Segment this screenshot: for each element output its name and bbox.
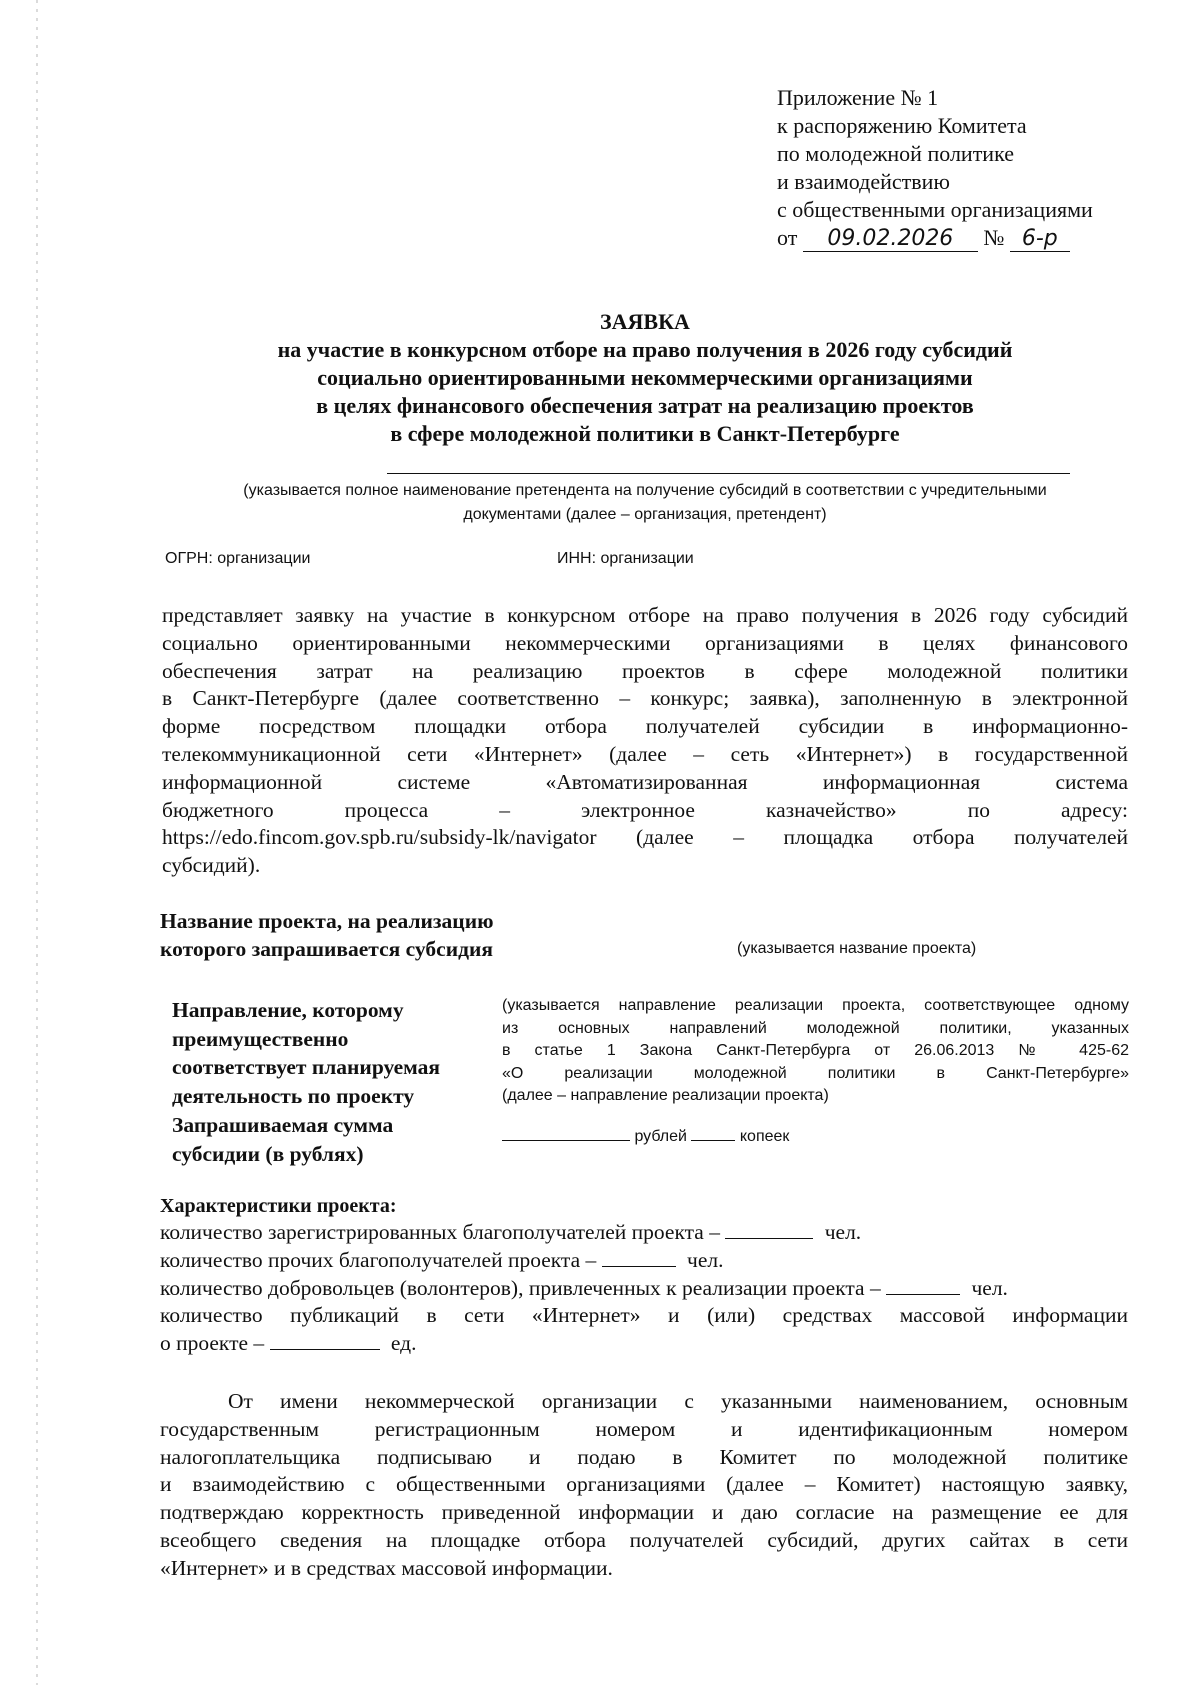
publications-row — [160, 1330, 1128, 1358]
direction-label — [172, 996, 440, 1110]
header-line: и взаимодействию — [777, 169, 950, 194]
header-date-line — [777, 224, 1093, 252]
title-line: социально ориентированными некоммерческими организациями — [317, 365, 973, 390]
direction-hint-line: (далее – направление реализации проекта) — [502, 1087, 829, 1105]
rubles-blank[interactable] — [502, 1139, 630, 1141]
amount-field — [502, 1128, 789, 1146]
unit-label: ед. — [390, 1331, 417, 1356]
handwritten-date: 09.02.2026 — [803, 227, 978, 252]
unit-label: чел. — [971, 1275, 1008, 1300]
kopecks-label: копеек — [739, 1128, 790, 1145]
paragraph-line: бюджетного процесса – электронное казначейство» по адресу: — [162, 797, 1128, 822]
registered-beneficiaries-label: количество зарегистрированных благополучателей проекта – — [160, 1220, 720, 1244]
applicant-note-line: документами (далее – организация, претендент) — [463, 506, 827, 523]
paragraph-line: телекоммуникационной сети «Интернет» (далее – сеть «Интернет») в государственной — [162, 741, 1128, 766]
paragraph-line: форме посредством площадки отбора получателей субсидии в информационно- — [162, 714, 1128, 739]
paragraph-line: социально ориентированными некоммерческими организациями в целях финансового — [162, 630, 1128, 655]
paragraph-line: «Интернет» и в средствах массовой информации. — [160, 1555, 613, 1580]
amount-label — [172, 1111, 393, 1168]
inn-field: ИНН: организации — [557, 550, 694, 567]
volunteers-row — [160, 1275, 1128, 1303]
direction-hint-line: (указывается направление реализации проекта, соответствующее одному — [502, 997, 1129, 1014]
header-line: по молодежной политике — [777, 141, 1014, 166]
paragraph-line: государственным регистрационным номером и идентификационным номером — [160, 1416, 1128, 1441]
direction-label-line: преимущественно — [172, 1026, 349, 1051]
unit-label: чел. — [687, 1247, 724, 1272]
applicant-name-line — [387, 473, 1070, 474]
volunteers-label: количество добровольцев (волонтеров), привлеченных к реализации проекта – — [160, 1275, 881, 1300]
paragraph-line: подтверждаю корректность приведенной информации и даю согласие на размещение ее для — [160, 1500, 1128, 1525]
amount-label-line: Запрашиваемая сумма — [172, 1113, 394, 1137]
header-line: с общественными организациями — [777, 197, 1093, 222]
intro-paragraph — [162, 602, 1128, 880]
characteristics-heading: Характеристики проекта: — [160, 1195, 397, 1217]
direction-hint — [502, 995, 1129, 1108]
direction-label-line: соответствует планируемая — [172, 1055, 441, 1079]
unit-label: чел. — [824, 1220, 862, 1244]
handwritten-number: 6-р — [1010, 227, 1070, 252]
other-beneficiaries-blank[interactable] — [602, 1265, 676, 1267]
publications-label: о проекте – — [160, 1331, 265, 1356]
paragraph-line: От имени некоммерческой организации с указанными наименованием, основным — [228, 1389, 1128, 1413]
scan-edge-artifact — [36, 0, 38, 1685]
other-beneficiaries-label: количество прочих благополучателей проекта – — [160, 1247, 597, 1272]
paragraph-line: налогоплательщика подписываю и подаю в Комитет по молодежной политике — [160, 1444, 1128, 1469]
project-name-label-line: Название проекта, на реализацию — [160, 909, 494, 933]
paragraph-line: всеобщего сведения на площадке отбора получателей субсидий, других сайтах в сети — [160, 1527, 1128, 1552]
date-prefix: от — [777, 225, 798, 250]
paragraph-line: в Санкт-Петербурге (далее соответственно – конкурс; заявка), заполненную в электронной — [162, 686, 1128, 711]
paragraph-line: и взаимодействию с общественными организациями (далее – Комитет) настоящую заявку, — [160, 1472, 1128, 1497]
paragraph-line: https://edo.fincom.gov.spb.ru/subsidy-lk/navigator (далее – площадка отбора получателей — [162, 825, 1128, 850]
title-heading: ЗАЯВКА — [600, 309, 690, 334]
registered-beneficiaries-blank[interactable] — [725, 1237, 813, 1239]
title-line: на участие в конкурсном отборе на право получения в 2026 году субсидий — [277, 337, 1013, 362]
paragraph-line: обеспечения затрат на реализацию проектов в сфере молодежной политики — [162, 658, 1128, 683]
paragraph-line: информационной системе «Автоматизированная информационная система — [162, 769, 1128, 794]
paragraph-line: субсидий). — [162, 853, 261, 878]
title-line: в целях финансового обеспечения затрат на реализацию проектов — [316, 393, 974, 418]
volunteers-blank[interactable] — [886, 1293, 960, 1295]
direction-hint-line: из основных направлений молодежной политики, указанных — [502, 1019, 1129, 1037]
publications-line: количество публикаций в сети «Интернет» и (или) средствах массовой информации — [160, 1303, 1128, 1328]
project-name-label — [160, 907, 494, 963]
publications-blank[interactable] — [270, 1348, 380, 1350]
amount-label-line: субсидии (в рублях) — [172, 1141, 364, 1166]
declaration-paragraph — [160, 1388, 1128, 1583]
appendix-header — [777, 84, 1093, 252]
characteristics-list — [160, 1219, 1128, 1358]
paragraph-line: представляет заявку на участие в конкурсном отборе на право получения в 2026 году субсидий — [162, 603, 1128, 627]
direction-label-line: Направление, которому — [172, 998, 404, 1022]
other-beneficiaries-row — [160, 1247, 1128, 1275]
title-line: в сфере молодежной политики в Санкт-Петербурге — [390, 421, 900, 446]
header-line: к распоряжению Комитета — [777, 113, 1027, 138]
project-name-hint: (указывается название проекта) — [737, 940, 977, 957]
project-name-label-line: которого запрашивается субсидия — [160, 937, 493, 961]
header-line: Приложение № 1 — [777, 85, 939, 110]
number-prefix: № — [983, 225, 1005, 250]
rubles-label: рублей — [634, 1128, 687, 1145]
kopecks-blank[interactable] — [691, 1139, 735, 1141]
direction-hint-line: в статье 1 Закона Санкт-Петербурга от 26.06.2013 № 425-62 — [502, 1042, 1129, 1060]
applicant-note-line: (указывается полное наименование претендента на получение субсидий в соответствии с учредительными — [243, 482, 1047, 499]
registered-beneficiaries-row — [160, 1219, 1128, 1247]
applicant-note — [150, 479, 1140, 527]
ogrn-field: ОГРН: организации — [165, 550, 311, 567]
direction-hint-line: «О реализации молодежной политики в Санкт-Петербурге» — [502, 1064, 1129, 1082]
document-title — [150, 308, 1140, 448]
direction-label-line: деятельность по проекту — [172, 1083, 415, 1108]
